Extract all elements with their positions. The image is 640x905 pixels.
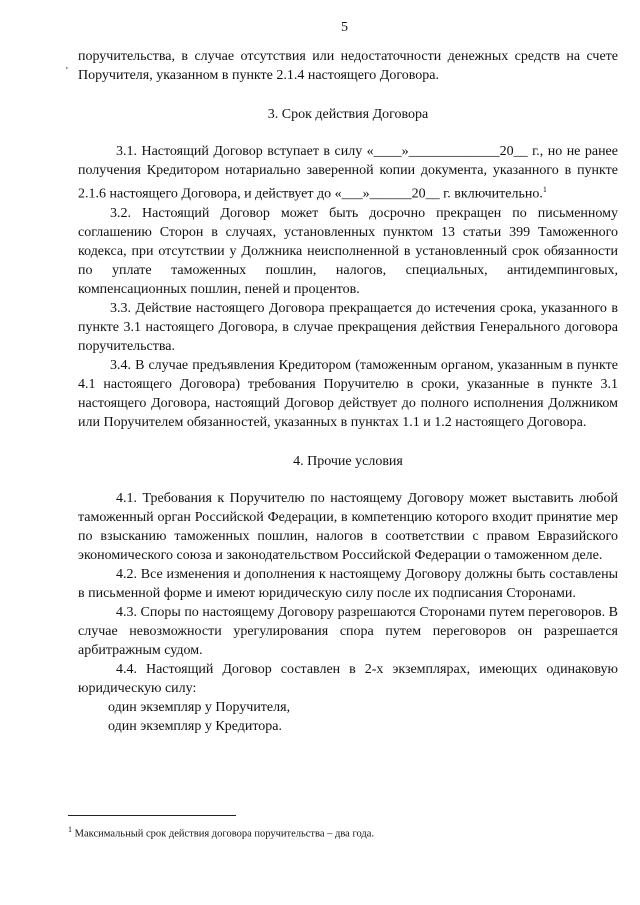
footnote-divider: [68, 815, 236, 816]
section-3-heading: 3. Срок действия Договора: [267, 107, 429, 122]
clause-3-4: 3.4. В случае предъявления Кредитором (таможенным органом, указанным в пункте 4.1 настоящего Договора) требования Поручителю в сроки, указанные в пункте 3.1 настоящего Договора, настоящий Договор действует до полного исполнения Должником или Поручителем обязанностей, указанных в пунктах 1.1 и 1.2 настоящего Договора.: [78, 357, 618, 430]
footnote-marker: 1: [68, 825, 72, 834]
clause-3-1: [78, 142, 618, 204]
copy-item-2: один экземпляр у Кредитора.: [108, 718, 282, 734]
page-number: 5: [341, 20, 348, 35]
clause-3-3: 3.3. Действие настоящего Договора прекращается до истечения срока, указанного в пункте 3.1 настоящего Договора, в случае прекращения действия Генерального договора поручительства.: [78, 300, 618, 354]
clause-4-1: 4.1. Требования к Поручителю по настоящему Договору может выставить любой таможенный орган Российской Федерации, в компетенцию которого входит принятие мер по взысканию таможенных пошлин, налогов в соответствии с правом Евразийского экономического союза и законодательством Российской Федерации о таможенном деле.: [78, 490, 618, 563]
copy-item-1: один экземпляр у Поручителя,: [108, 699, 291, 715]
clause-4-4: 4.4. Настоящий Договор составлен в 2-х экземплярах, имеющих одинаковую юридическую силу:: [78, 661, 618, 696]
clause-4-2: 4.2. Все изменения и дополнения к настоящему Договору должны быть составлены в письменной форме и имеют юридическую силу после их подписания Сторонами.: [78, 566, 618, 601]
margin-mark: ': [66, 66, 68, 77]
clause-4-3: 4.3. Споры по настоящему Договору разрешаются Сторонами путем переговоров. В случае невозможности урегулирования спора путем переговоров он разрешается арбитражным судом.: [78, 604, 618, 658]
footnote-text: Максимальный срок действия договора поручительства – два года.: [74, 828, 375, 840]
clause-3-1-text: 3.1. Настоящий Договор вступает в силу «____»_____________20__ г., но не ранее получения Кредитором нотариально заверенной копии документа, указанного в пункте 2.1.6 настоящего Договора, и действует до «___»______20__ г. включительно.: [78, 144, 618, 202]
footnote-ref: 1: [542, 185, 547, 194]
footnote: [68, 823, 608, 842]
section-4-heading: 4. Прочие условия: [293, 453, 403, 469]
intro-paragraph: поручительства, в случае отсутствия или недостаточности денежных средств на счете Поручителя, указанном в пункте 2.1.4 настоящего Договора.: [78, 49, 618, 83]
document-body: [78, 47, 618, 736]
clause-3-2: 3.2. Настоящий Договор может быть досрочно прекращен по письменному соглашению Сторон в случаях, установленных пунктом 13 статьи 399 Таможенного кодекса, при отсутствии у Должника неисполненной в установленный срок обязанности по уплате таможенных пошлин, налогов, специальных, антидемпинговых, компенсационных пошлин, пеней и процентов.: [78, 205, 618, 297]
